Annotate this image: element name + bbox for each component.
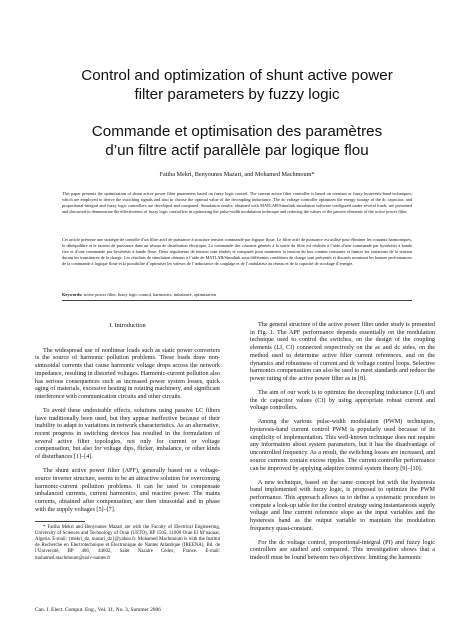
journal-footer: Can. J. Elect. Comput. Eng., Vol. 31, No. 3, Summer 2006: [35, 607, 161, 613]
footnote-divider: [35, 521, 85, 522]
section-heading-introduction: I. Introduction: [109, 322, 146, 329]
title-english: [40, 66, 434, 104]
right-paragraph-5: For the dc voltage control, proportional-integral (PI) and fuzzy logic controllers are studied and compared. This investigation shows that a tradeoff must be found between two objectives: limiting the harmonic: [250, 539, 435, 562]
keywords-list: active power filter, fuzzy logic control, harmonics, imbalance, optimization: [83, 292, 217, 297]
right-column: [250, 322, 435, 569]
keywords: [62, 292, 412, 297]
abstract-french: Cet article présente une stratégie de contrôle d’un filtre actif de puissance à structure tension commandé par logique floue. Le filtre actif de puissance est utilisé pour éliminer les courants harmoniques, le déséquilibre et le facteur de puissance dans un réseau de distribution électrique. La commande des courants générés à la sortie du filtre est réalisée à l’aide d’une commande par hystérésis à bande fixe et d’une commande par hystérésis à bande floue. Deux régulateurs de tension sont étudiés et comparés pour maintenir la tension du bus continu constante et limiter les variations de la tension durant les transitoires de la charge. Les résultats de simulation obtenus à l’aide de MATLAB/Simulink sous différentes conditions de charge sont présentés et discutés montrant les bonnes performances de la commande à logique floue et la possibilité d’optimiser les valeurs de l’inductance de couplage et de l’ondulateur au réseau et de la capacité de stockage d’énergie.: [62, 237, 412, 266]
author-footnote: * Fatiha Mekri and Benyounes Mazari are with the Faculty of Electrical Engineering, University of Sciences and Technology of Oran (USTO), BP 1505, 31000 Oran El M’naouar, Algeria. E-mail: {mekri_dz, mazari_dz}@yahoo.fr. Mohamed Machmoum is with the Institut de Recherche en Electrotechnique et Électronique de Nantes Atlantique (IREENA), Bd. de l’Université, BP 406, 44602, Saint Nazaire Cédex, France. E-mail: mohamed.machmoum@univ-nantes.fr: [35, 524, 220, 561]
right-paragraph-3: Among the various pulse-width modulation (PWM) techniques, hysteresis-band current control PWM is popularly used because of its simplicity of implementation. This well-known technique does not require any information about system parameters, but it has the disadvantage of uncontrolled frequency. As a result, the switching losses are increased, and source currents contain excess ripples. The current controller performance can be improved by applying adaptive control system theory [9]–[10].: [250, 419, 435, 472]
title-french-line-2: d’un filtre actif parallèle par logique flou: [105, 142, 369, 159]
left-paragraph-2: To avoid these undesirable effects, solutions using passive LC filters have traditionally been used, but they appear ineffective because of their inability to adapt to variations in network characteristics. As an alternative, recent progress in switching devices has resulted in the formulation of several active filter topologies, not only for current or voltage compensation, but also for voltage dips, flicker, imbalance, or other kinds of disturbances [1]–[4].: [35, 407, 220, 461]
left-column: [35, 322, 220, 568]
abstract-english: This paper presents the optimization of shunt active power filter parameters based on fuzzy logic control. The current active filter controller is based on constant or fuzzy hysteresis-band techniques, which are employed to derive the switching signals and also to choose the optimal value of the decoupling inductance. The dc voltage controller optimizes the energy storage of the dc capacitor, and proportional-integral and fuzzy logic controllers are developed and compared. Simulation results, obtained with MATLAB/Simulink simulation software configured under several loads, are presented and discussed to demonstrate the effectiveness of fuzzy logic controllers in optimizing the pulse-width modulation technique and reducing the values of the passive elements of the active power filter.: [62, 191, 412, 214]
left-paragraph-1: The widespread use of nonlinear loads such as static power converters is the source of harmonic pollution problems. These loads draw non-sinusoidal currents that cause harmonic voltage drops across the network impedance, resulting in distorted voltages. Harmonic-current pollution also has serious consequences such as increased power system losses, quick aging of materials, excessive heating in rotating machinery, and significant interference with communication circuits and other circuits.: [35, 347, 220, 400]
authors: Fatiha Mekri, Benyounes Mazari, and Mohamed Machmoum*: [159, 171, 315, 178]
right-paragraph-2: The aim of our work is to optimize the decoupling inductance (Lf) and the dc capacitor values (Cf) by using appropriate robust current and voltage controllers.: [250, 389, 435, 412]
title-french-line-1: Commande et optimisation des paramètres: [91, 123, 383, 140]
right-paragraph-1: The general structure of the active power filter under study is presented in Fig. 1. The APF performance depends essentially on the modulation technique used to control the switches, on the design of the coupling elements (Lf, Cf) connected respectively on the ac and dc sides, on the method used to determine active filter current references, and on the dynamics and robustness of current and dc voltage control loops. Selective harmonics compensation can also be used to meet standards and reduce the power rating of the active power filter as in [8].: [250, 322, 435, 382]
title-english-line-1: Control and optimization of shunt active power: [81, 67, 393, 84]
left-paragraph-3: The shunt active power filter (APF), generally based on a voltage-source inverter structure, seems to be an attractive solution for overcoming harmonic-current pollution problems. It can be used to compensate unbalanced currents, current harmonics, and reactive power. The mains currents, obtained after compensation, are then sinusoidal and in phase with the supply voltages [5]–[7].: [35, 468, 220, 513]
keywords-label: Keywords:: [62, 292, 83, 297]
header-divider: [62, 300, 412, 301]
title-french: [40, 122, 434, 160]
title-english-line-2: filter parameters by fuzzy logic: [134, 86, 340, 103]
right-paragraph-4: A new technique, based on the same concept but with the hysteresis band implemented with fuzzy logic, is proposed to optimize the PWM performance. This approach allows us to define a systematic procedure to compute a look-up table for the control strategy using instantaneous supply voltage and line current reference slope as the input variables and the hysteresis band as the output variable to maintain the modulation frequency quasi-constant.: [250, 479, 435, 532]
